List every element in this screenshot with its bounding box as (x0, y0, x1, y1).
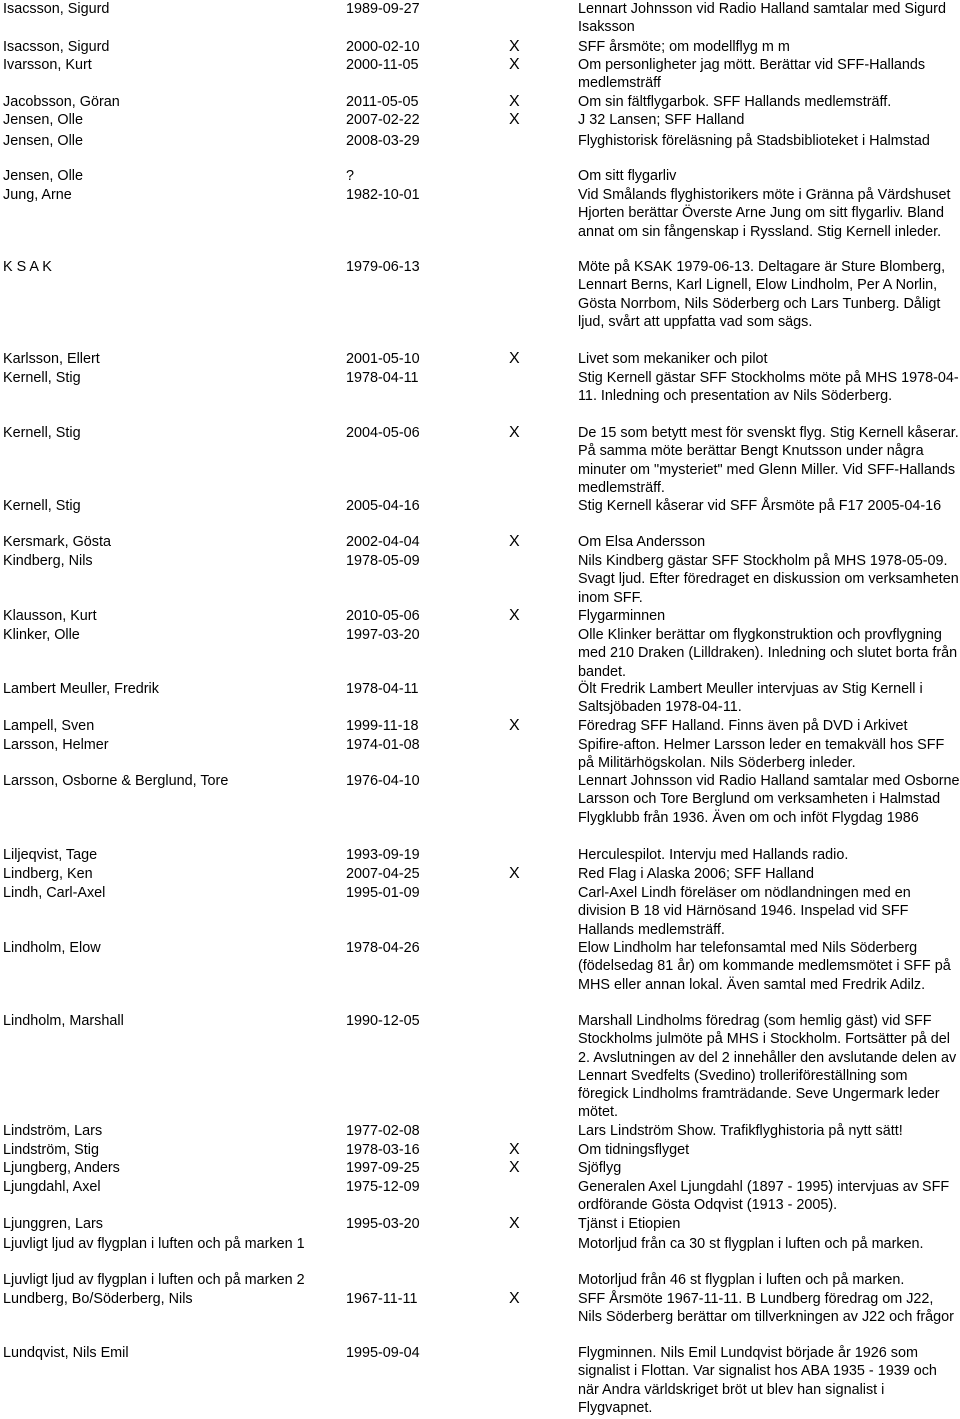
entry-date: 1999-11-18 (346, 718, 419, 734)
entry-mark: X (509, 533, 520, 550)
entry-name: Ivarsson, Kurt (3, 57, 92, 73)
entry-date: 1976-04-10 (346, 773, 420, 789)
entry-name: Lindholm, Marshall (3, 1013, 124, 1029)
entry-mark: X (509, 56, 520, 73)
entry-description: Stig Kernell kåserar vid SFF Årsmöte på F17 2005-04-16 (578, 498, 942, 514)
entry-description: Motorljud från ca 30 st flygplan i luften och på marken. (578, 1236, 924, 1252)
entry-description: Ölt Fredrik Lambert Meuller intervjuas av Stig Kernell i Saltsjöbaden 1978-04-11. (578, 681, 923, 716)
entry-name: Ljuvligt ljud av flygplan i luften och på marken 2 (3, 1272, 305, 1288)
entry-name: Larsson, Osborne & Berglund, Tore (3, 773, 229, 789)
entry-date: 1993-09-19 (346, 847, 420, 863)
entry-name: Ljuvligt ljud av flygplan i luften och på marken 1 (3, 1236, 305, 1252)
entry-date: 1979-06-13 (346, 259, 420, 275)
entry-description: Om Elsa Andersson (578, 534, 706, 550)
entry-mark: X (509, 111, 520, 128)
entry-description: Vid Smålands flyghistorikers möte i Gränna på Värdshuset Hjorten berättar Överste Arne Jung om sitt flygarliv. Bland annat om sin fångenskap i Ryssland. Stig Kernell inleder. (578, 187, 951, 240)
entry-name: Klinker, Olle (3, 627, 80, 643)
entry-date: 1997-09-25 (346, 1160, 420, 1176)
entry-name: Lundberg, Bo/Söderberg, Nils (3, 1291, 193, 1307)
entry-name: Jacobsson, Göran (3, 94, 120, 110)
entry-name: Lindholm, Elow (3, 940, 101, 956)
entry-mark: X (509, 717, 520, 734)
entry-mark: X (509, 1159, 520, 1176)
entry-description: Motorljud från 46 st flygplan i luften och på marken. (578, 1272, 905, 1288)
entry-date: 1989-09-27 (346, 1, 420, 17)
entry-name: Jung, Arne (3, 187, 72, 203)
entry-mark: X (509, 607, 520, 624)
entry-name: Isacsson, Sigurd (3, 39, 110, 55)
entry-description: Föredrag SFF Halland. Finns även på DVD i Arkivet (578, 718, 908, 734)
entry-description: Generalen Axel Ljungdahl (1897 - 1995) intervjuas av SFF ordförande Gösta Odqvist (1913 - 2005). (578, 1179, 950, 1214)
entry-description: SFF Årsmöte 1967-11-11. B Lundberg föredrag om J22, Nils Söderberg berättar om tillverkningen av J22 och frågor (578, 1291, 954, 1326)
entry-description: Om sin fältflygarbok. SFF Hallands medlemsträff. (578, 94, 892, 110)
entry-name: Liljeqvist, Tage (3, 847, 98, 863)
entry-name: Lindström, Stig (3, 1142, 99, 1158)
entry-description: Tjänst i Etiopien (578, 1216, 681, 1232)
entry-name: Lambert Meuller, Fredrik (3, 681, 159, 697)
entry-name: Karlsson, Ellert (3, 351, 100, 367)
entry-description: Lars Lindström Show. Trafikflyghistoria på nytt sätt! (578, 1123, 903, 1139)
entry-description: Nils Kindberg gästar SFF Stockholm på MHS 1978-05-09. Svagt ljud. Efter föredraget en diskussion om verksamheten inom SFF. (578, 553, 959, 606)
entry-date: 2001-05-10 (346, 351, 420, 367)
entry-name: Kindberg, Nils (3, 553, 93, 569)
entry-description: Om personligheter jag mött. Berättar vid SFF-Hallands medlemsträff (578, 57, 926, 92)
entry-description: Stig Kernell gästar SFF Stockholms möte på MHS 1978-04-11. Inledning och presentation av Nils Söderberg. (578, 370, 959, 405)
entry-description: Spifire-afton. Helmer Larsson leder en temakväll hos SFF på Militärhögskolan. Nils Söderberg inleder. (578, 737, 945, 772)
entry-date: 2004-05-06 (346, 425, 420, 441)
entry-description: J 32 Lansen; SFF Halland (578, 112, 745, 128)
entry-description: SFF årsmöte; om modellflyg m m (578, 39, 790, 55)
entry-date: 2000-11-05 (346, 57, 419, 73)
entry-name: Jensen, Olle (3, 133, 83, 149)
entry-date: 2002-04-04 (346, 534, 420, 550)
entry-mark: X (509, 1141, 520, 1158)
entry-date: 1978-04-26 (346, 940, 420, 956)
entry-date: 1990-12-05 (346, 1013, 420, 1029)
entry-description: Herculespilot. Intervju med Hallands radio. (578, 847, 849, 863)
entry-name: Lindberg, Ken (3, 866, 93, 882)
entry-description: Elow Lindholm har telefonsamtal med Nils Söderberg (födelsedag 81 år) om kommande medlemsmötet i SFF på MHS eller annan lokal. Även samtal med Fredrik Adilz. (578, 940, 951, 993)
entry-mark: X (509, 1215, 520, 1232)
entry-description: Om sitt flygarliv (578, 168, 677, 184)
entry-date: 1978-05-09 (346, 553, 420, 569)
entry-date: ? (346, 168, 355, 184)
entry-date: 2007-04-25 (346, 866, 420, 882)
entry-name: Jensen, Olle (3, 168, 83, 184)
entry-date: 1995-09-04 (346, 1345, 420, 1361)
entry-date: 2000-02-10 (346, 39, 420, 55)
entry-name: Ljungdahl, Axel (3, 1179, 101, 1195)
entry-name: Lundqvist, Nils Emil (3, 1345, 129, 1361)
entry-date: 1997-03-20 (346, 627, 420, 643)
entry-description: Red Flag i Alaska 2006; SFF Halland (578, 866, 814, 882)
entry-name: Isacsson, Sigurd (3, 1, 110, 17)
entry-name: Ljungberg, Anders (3, 1160, 120, 1176)
entry-date: 1977-02-08 (346, 1123, 420, 1139)
entry-date: 1967-11-11 (346, 1291, 418, 1307)
entry-description: Flygarminnen (578, 608, 666, 624)
entry-date: 2008-03-29 (346, 133, 420, 149)
entry-name: Klausson, Kurt (3, 608, 97, 624)
entry-date: 1978-04-11 (346, 681, 419, 697)
entry-name: Kernell, Stig (3, 370, 81, 386)
entry-date: 1978-04-11 (346, 370, 419, 386)
entry-mark: X (509, 38, 520, 55)
entry-date: 1995-01-09 (346, 885, 420, 901)
entry-name: K S A K (3, 259, 52, 275)
entry-name: Lampell, Sven (3, 718, 95, 734)
entry-description: Om tidningsflyget (578, 1142, 690, 1158)
entry-description: Flyghistorisk föreläsning på Stadsbiblioteket i Halmstad (578, 133, 930, 149)
entry-description: De 15 som betytt mest för svenskt flyg. Stig Kernell kåserar. På samma möte berättar Bengt Knutsson under några minuter om "mysteriet" med Glenn Miller. Vid SFF-Hallands medlemsträff. (578, 425, 959, 496)
entry-date: 1982-10-01 (346, 187, 420, 203)
entry-description: Marshall Lindholms föredrag (som hemlig gäst) vid SFF Stockholms julmöte på MHS i Stockholm. Fortsätter på del 2. Avslutningen av del 2 innehåller den avslutande delen av Lennart Svedfelts (Svedino) trolleriföreställning som föregick Lindholms framträdande. Seve Ungermark leder mötet. (578, 1013, 957, 1121)
entry-description: Sjöflyg (578, 1160, 622, 1176)
entry-mark: X (509, 350, 520, 367)
entry-mark: X (509, 1290, 520, 1307)
entry-description: Carl-Axel Lindh föreläser om nödlandningen med en division B 18 vid Härnösand 1946. Inspelad vid SFF Hallands medlemsträff. (578, 885, 911, 938)
entry-date: 1995-03-20 (346, 1216, 420, 1232)
entry-date: 2005-04-16 (346, 498, 420, 514)
entry-date: 1974-01-08 (346, 737, 420, 753)
entry-description: Livet som mekaniker och pilot (578, 351, 768, 367)
entry-name: Lindström, Lars (3, 1123, 103, 1139)
entry-name: Kersmark, Gösta (3, 534, 111, 550)
entry-name: Ljunggren, Lars (3, 1216, 104, 1232)
entry-description: Lennart Johnsson vid Radio Halland samtalar med Sigurd Isaksson (578, 1, 946, 36)
entry-mark: X (509, 93, 520, 110)
entry-description: Olle Klinker berättar om flygkonstruktion och provflygning med 210 Draken (Lilldraken). Inledning och slutet borta från bandet. (578, 627, 958, 680)
entry-name: Jensen, Olle (3, 112, 83, 128)
entry-date: 2007-02-22 (346, 112, 420, 128)
entry-mark: X (509, 424, 520, 441)
entry-name: Kernell, Stig (3, 498, 81, 514)
entry-description: Flygminnen. Nils Emil Lundqvist började år 1926 som signalist i Flottan. Var signalist hos ABA 1935 - 1939 och när Andra världskriget bröt ut blev han signalist i Flygvapnet. (578, 1345, 937, 1416)
entry-description: Lennart Johnsson vid Radio Halland samtalar med Osborne Larsson och Tore Berglund om verksamheten i Halmstad Flygklubb från 1936. Även om och inföt Flygdag 1986 (578, 773, 960, 826)
entry-date: 2010-05-06 (346, 608, 420, 624)
entry-date: 1975-12-09 (346, 1179, 420, 1195)
entry-mark: X (509, 865, 520, 882)
entry-date: 1978-03-16 (346, 1142, 420, 1158)
entry-description: Möte på KSAK 1979-06-13. Deltagare är Sture Blomberg, Lennart Berns, Karl Lignell, Elow Lindholm, Per A Norlin, Gösta Norrbom, Nils Söderberg och Lars Tunberg. Dåligt ljud, svårt att uppfatta vad som sägs. (578, 259, 946, 330)
entry-name: Larsson, Helmer (3, 737, 109, 753)
entry-name: Kernell, Stig (3, 425, 81, 441)
entry-date: 2011-05-05 (346, 94, 419, 110)
entry-name: Lindh, Carl-Axel (3, 885, 106, 901)
